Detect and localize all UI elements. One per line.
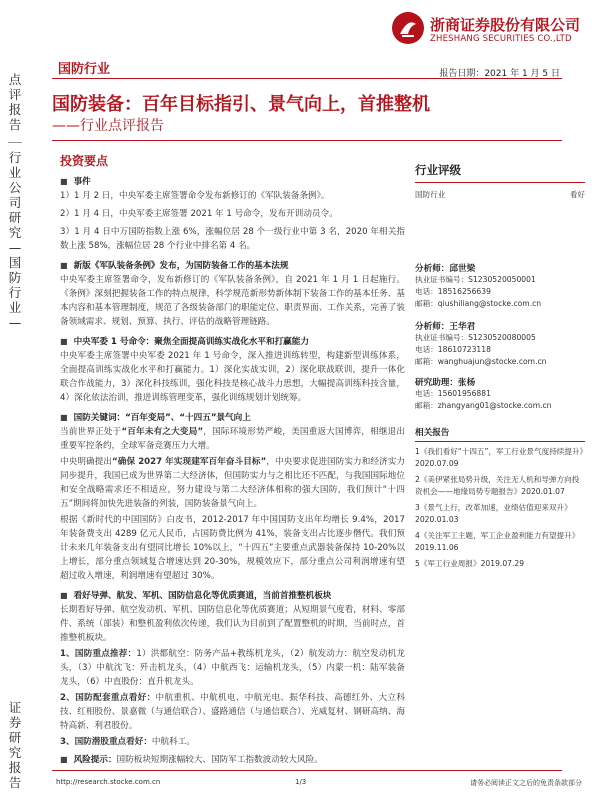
rating-rule (415, 182, 585, 183)
related-title: 相关报告 (415, 428, 450, 438)
rating-box (415, 162, 585, 201)
analyst-heading: 分析师：王华君 (415, 322, 476, 332)
event-item: 3）1 月 4 日中万国防指数上涨 6%，涨幅位居 28 个一级行业中第 3 名，2020 年相关指数上涨 58%，涨幅位居 28 个行业中排名第 4 名。 (60, 227, 405, 251)
analyst-phone: 电话：18610723118 (415, 345, 491, 354)
company-name-en: ZHESHANG SECURITIES CO.,LTD (430, 34, 572, 44)
recommendation-paragraph: 1、国防重点推荐：1）洪都航空：防务产品+教练机龙头，（2）航发动力：航空发动机龙头，（3）中航沈飞：歼击机龙头，（4）中航西飞：运输机龙头，（5）内蒙一机：陆军装备龙头，（6）中直股份：直升机龙头。 (60, 649, 405, 687)
analyst-email[interactable]: 邮箱：zhangyang01@stocke.com.cn (415, 401, 552, 410)
related-item[interactable]: 2《美伊紧张局势升级，关注无人机和导弹方向投资机会——地缘局势专题报告》2020.01.07 (415, 475, 580, 496)
analyst-cert: 执业证书编号：S1230520080005 (415, 333, 536, 342)
section-paragraph: 中央明确提出“确保 2027 年实现建军百年奋斗目标”，中央要求促进国防实力和经济实力同步提升，我国已成为世界第二大经济体，但国防实力与之相比还不匹配，与我国国际地位和安全战略需求还不相适应，努力建设与第二大经济体相称的强大国防，我们预计“十四五”期间将加快先进装备的列装，国防装备景气向上。 (60, 457, 405, 509)
analyst-card (415, 376, 585, 412)
footer-url[interactable]: http://research.stocke.com.cn (56, 778, 161, 786)
section-paragraph: 根据《新时代的中国国防》白皮书，2012-2017 年中国国防支出年均增长 9.4%，2017 年装备费支出 4289 亿元人民币，占国防费比例为 41%，装备支出占比逐步僭代。我们预计未来几年装备支出有望同比增长 10%以上，“十四五”主要重点武器装备保持 10-20%以上增长，部分重点领域复合增速达到 20-30%，规模效应下，部分重点公司利润增速有望超过收入增速，利润增速有望超过 30%。 (60, 515, 405, 581)
section-title: ■ 国防关键词：“百年变局”、“十四五”景气向上 (60, 411, 405, 423)
related-item[interactable]: 3《景气上行，改革加速，业绩估值迎来双升》2020.01.03 (415, 503, 572, 524)
event-item: 2）1 月 4 日，中央军委主席签署 2021 年 1 号命令，发布开训动员令。 (60, 209, 338, 219)
section-title: ■ 新版《军队装备条例》发布，为国防装备工作的基本法规 (60, 259, 405, 271)
related-item[interactable]: 4《关注军工主题，军工企业盈利能力有望提升》2019.11.06 (415, 531, 580, 552)
report-date-label: 报告日期： (439, 69, 485, 79)
rating-sector: 国防行业 (415, 190, 446, 199)
company-logo (392, 10, 592, 50)
section-text: 中央军委主席签署命令，发布新修订的《军队装备条例》，自 2021 年 1 月 1 日起施行。《条例》深刻把握装备工作的特点规律，科学规范新形势新体制下装备工作的基本任务、基本内容和基本管理制度，规范了各级装备部门的职能定位、职责界面、工作关系，完善了装备领域需求、规划、预算、执行、评估的战略管理链路。 (60, 275, 405, 327)
sector-label: 国防行业 (58, 62, 111, 77)
analyst-cert: 执业证书编号：S1230520050001 (415, 275, 536, 284)
related-rule (415, 441, 585, 442)
recommendation-paragraph: 2、国防配套重点看好：中航重机、中航机电、中航光电、振华科技、高德红外、大立科技、红相股份、景嘉微（与通信联合）、盛路通信（与通信联合）、光威复材、钢研高纳、海特高新、利君股份。 (60, 693, 405, 731)
analyst-email[interactable]: 邮箱：wanghuajun@stocke.com.cn (415, 357, 547, 366)
analyst-heading: 分析师：邱世梁 (415, 264, 476, 274)
rating-title: 行业评级 (415, 163, 461, 177)
related-item[interactable]: 1《我们看好“十四五”，军工行业景气度持续提升》2020.07.09 (415, 447, 584, 468)
related-reports (415, 426, 585, 570)
side-label-bottom: 证券研究报告 (8, 700, 22, 790)
company-name-cn: 浙商证券股份有限公司 (430, 16, 581, 34)
key-points-title: 投资要点 (60, 154, 109, 168)
section-paragraph: 当前世界正处于“百年未有之大变局”，国际环境形势严峻，美国重返大国博弈，相继退出重要军控条约，全球军备竞赛压力大增。 (60, 427, 405, 451)
event-item: 1）1 月 2 日，中央军委主席签署命令发布新修订的《军队装备条例》。 (60, 191, 330, 201)
rating-value: 看好 (569, 190, 585, 199)
analyst-card (415, 262, 585, 310)
section-title: ■ 中央军委 1 号命令：聚焦全面提高训练实战化水平和打赢能力 (60, 335, 405, 347)
side-divider (8, 142, 22, 143)
page-number: 1/3 (295, 778, 307, 786)
risk-paragraph: ■ 风险提示：国防板块短期涨幅较大、国防军工指数波动较大风险。 (60, 753, 405, 767)
rating-row (415, 189, 585, 201)
analyst-card (415, 320, 585, 368)
report-date (439, 66, 560, 79)
footer-rule (52, 770, 562, 771)
analyst-phone: 电话：18516256639 (415, 287, 491, 296)
page-title: 国防装备：百年目标指引、景气向上，首推整机 (52, 94, 430, 115)
analyst-heading: 研究助理：张杨 (415, 378, 476, 388)
section-text: 中央军委主席签署中央军委 2021 年 1 号命令，深入推进训练转型，构建新型训练体系，全面提高训练实战化水平和打赢能力。1）深化实战实训，2）深化联战联训，提升一体化联合作战能力，3）深化科技练训，强化科技是核心战斗力思想，大幅提高训练科技含量，4）深化依法治训，推进训练管理变革，强化训练规划计划统筹。 (60, 351, 405, 403)
main-column (60, 152, 405, 767)
page-subtitle: ——行业点评报告 (52, 118, 164, 134)
logo-icon (392, 12, 424, 44)
related-item[interactable]: 5《军工行业周报》2019.07.29 (415, 559, 525, 568)
section-text: 长期看好导弹、航空发动机、军机、国防信息化等优质赛道；从短期景气度看，材料、零部件、系统（部装）和整机盈利依次传递，我们认为目前到了配置整机的时期，当前时点，首推整机板块。 (60, 605, 405, 643)
events-title: ■ 事件 (60, 175, 405, 187)
footer-disclaimer: 请务必阅读正文之后的免责条款部分 (470, 779, 582, 787)
title-rule (52, 140, 562, 141)
report-date-value: 2021 年 1 月 5 日 (484, 69, 560, 79)
side-label-middle: 行业公司研究—国防行业— (8, 150, 22, 330)
analyst-email[interactable]: 邮箱：qiushiliang@stocke.com.cn (415, 299, 542, 308)
recommendation-paragraph: 3、国防潜股重点看好：中航科工。 (60, 737, 195, 747)
side-label-top: 点评报告 (8, 72, 22, 132)
analyst-phone: 电话：15601956881 (415, 389, 491, 398)
section-title: ■ 看好导弹、航发、军机、国防信息化等优质赛道，当前首推整机板块 (60, 589, 405, 601)
